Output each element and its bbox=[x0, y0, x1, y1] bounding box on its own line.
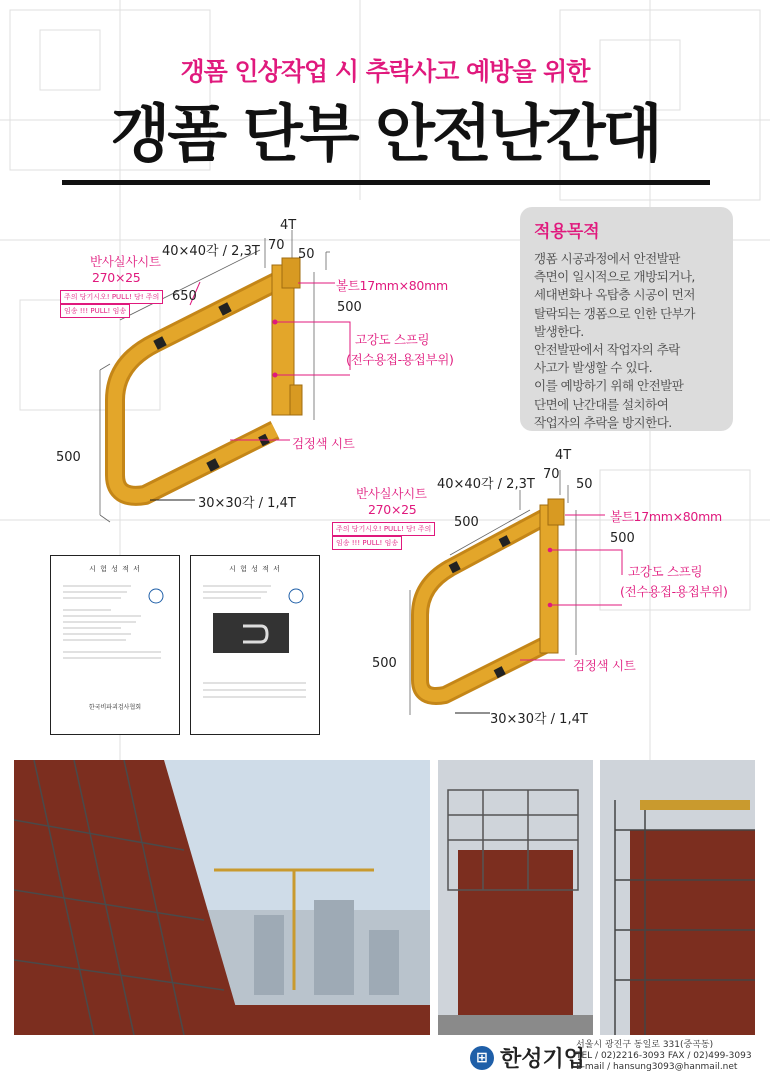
page-title: 갱폼 단부 안전난간대 bbox=[110, 97, 660, 170]
d1-sticker-top: 주의 당기시오! PULL! 당! 주의 bbox=[60, 290, 163, 304]
d1-dim-500-right: 500 bbox=[337, 300, 362, 315]
d1-dim-50: 50 bbox=[298, 247, 315, 262]
d1-reflective-size: 270×25 bbox=[92, 270, 141, 285]
d1-sticker-bottom: 임송 !!! PULL! 임송 bbox=[60, 304, 130, 318]
d1-dim-500-left: 500 bbox=[56, 450, 81, 465]
d2-reflective-sheet: 반사실사시트 bbox=[356, 486, 427, 501]
d1-spring-note: (전수용접-용접부위) bbox=[346, 352, 454, 367]
guardrail-diagram-2 bbox=[380, 455, 740, 745]
test-certificate-2 bbox=[190, 555, 320, 735]
d1-spring: 고강도 스프링 bbox=[355, 332, 430, 347]
d2-thickness: 4T bbox=[555, 448, 572, 463]
d2-reflective-size: 270×25 bbox=[368, 502, 417, 517]
d2-bottom-pipe: 30×30각 / 1,4T bbox=[490, 712, 588, 727]
doc2-content bbox=[191, 578, 319, 728]
site-photo-2 bbox=[438, 760, 593, 1035]
d2-spring-note: (전수용접-용접부위) bbox=[620, 584, 728, 599]
d2-spring: 고강도 스프링 bbox=[628, 564, 703, 579]
d1-dim-70: 70 bbox=[268, 238, 285, 253]
company-logo bbox=[470, 1042, 585, 1073]
purpose-body: 갱폼 시공과정에서 안전발판 측면이 일시적으로 개방되거나, 세대변화나 옥탑층 시공이 먼저 탈락되는 갱폼으로 인한 단부가 발생한다. 안전발판에서 작업자의 추락 사고가 발생할 수 있다. 이를 예방하기 위해 안전발판 단면에 난간대를 설치하여 작업자의 추락을 방지한다. bbox=[534, 251, 695, 430]
d1-dim-650: 650 bbox=[172, 289, 197, 304]
d2-black-sheet: 검정색 시트 bbox=[573, 658, 636, 673]
company-address: 서울시 광진구 동일로 331(중곡동) TEL / 02)2216-3093 FAX / 02)499-3093 E-mail / hansung3093@hanmail.net bbox=[576, 1040, 752, 1072]
title-divider bbox=[62, 180, 710, 185]
d1-black-sheet: 검정색 시트 bbox=[292, 436, 355, 451]
d2-sticker-bottom: 임송 !!! PULL! 임송 bbox=[332, 536, 402, 550]
site-photo-3 bbox=[600, 760, 755, 1035]
purpose-box bbox=[520, 207, 733, 431]
d2-dim-500-left: 500 bbox=[372, 656, 397, 671]
company-name: 한성기업 bbox=[500, 1047, 586, 1072]
d2-sticker-top: 주의 당기시오! PULL! 당! 주의 bbox=[332, 522, 435, 536]
doc1-org: 한국비파괴검사협회 bbox=[88, 704, 142, 711]
site-photo-1 bbox=[14, 760, 430, 1035]
d2-dim-500-right: 500 bbox=[610, 531, 635, 546]
subtitle: 갱폼 인상작업 시 추락사고 예방을 위한 bbox=[180, 57, 590, 86]
doc1-title: 시 험 성 적 서 bbox=[89, 565, 141, 573]
d2-top-pipe: 40×40각 / 2,3T bbox=[437, 477, 535, 492]
doc1-content bbox=[51, 578, 179, 678]
d1-bolt: 볼트17mm×80mm bbox=[336, 278, 448, 293]
company-mark-icon: ⊞ bbox=[470, 1046, 494, 1070]
d2-dim-50: 50 bbox=[576, 477, 593, 492]
purpose-heading: 적용목적 bbox=[534, 222, 600, 242]
d2-dim-500-top: 500 bbox=[454, 515, 479, 530]
d1-bottom-pipe: 30×30각 / 1,4T bbox=[198, 496, 296, 511]
doc2-title: 시 험 성 적 서 bbox=[229, 565, 281, 573]
d1-top-pipe: 40×40각 / 2,3T bbox=[162, 244, 260, 259]
d1-reflective-sheet: 반사실사시트 bbox=[90, 254, 161, 269]
d1-thickness: 4T bbox=[280, 218, 297, 233]
test-certificate-1 bbox=[50, 555, 180, 735]
d2-dim-70: 70 bbox=[543, 467, 560, 482]
d2-bolt: 볼트17mm×80mm bbox=[610, 509, 722, 524]
